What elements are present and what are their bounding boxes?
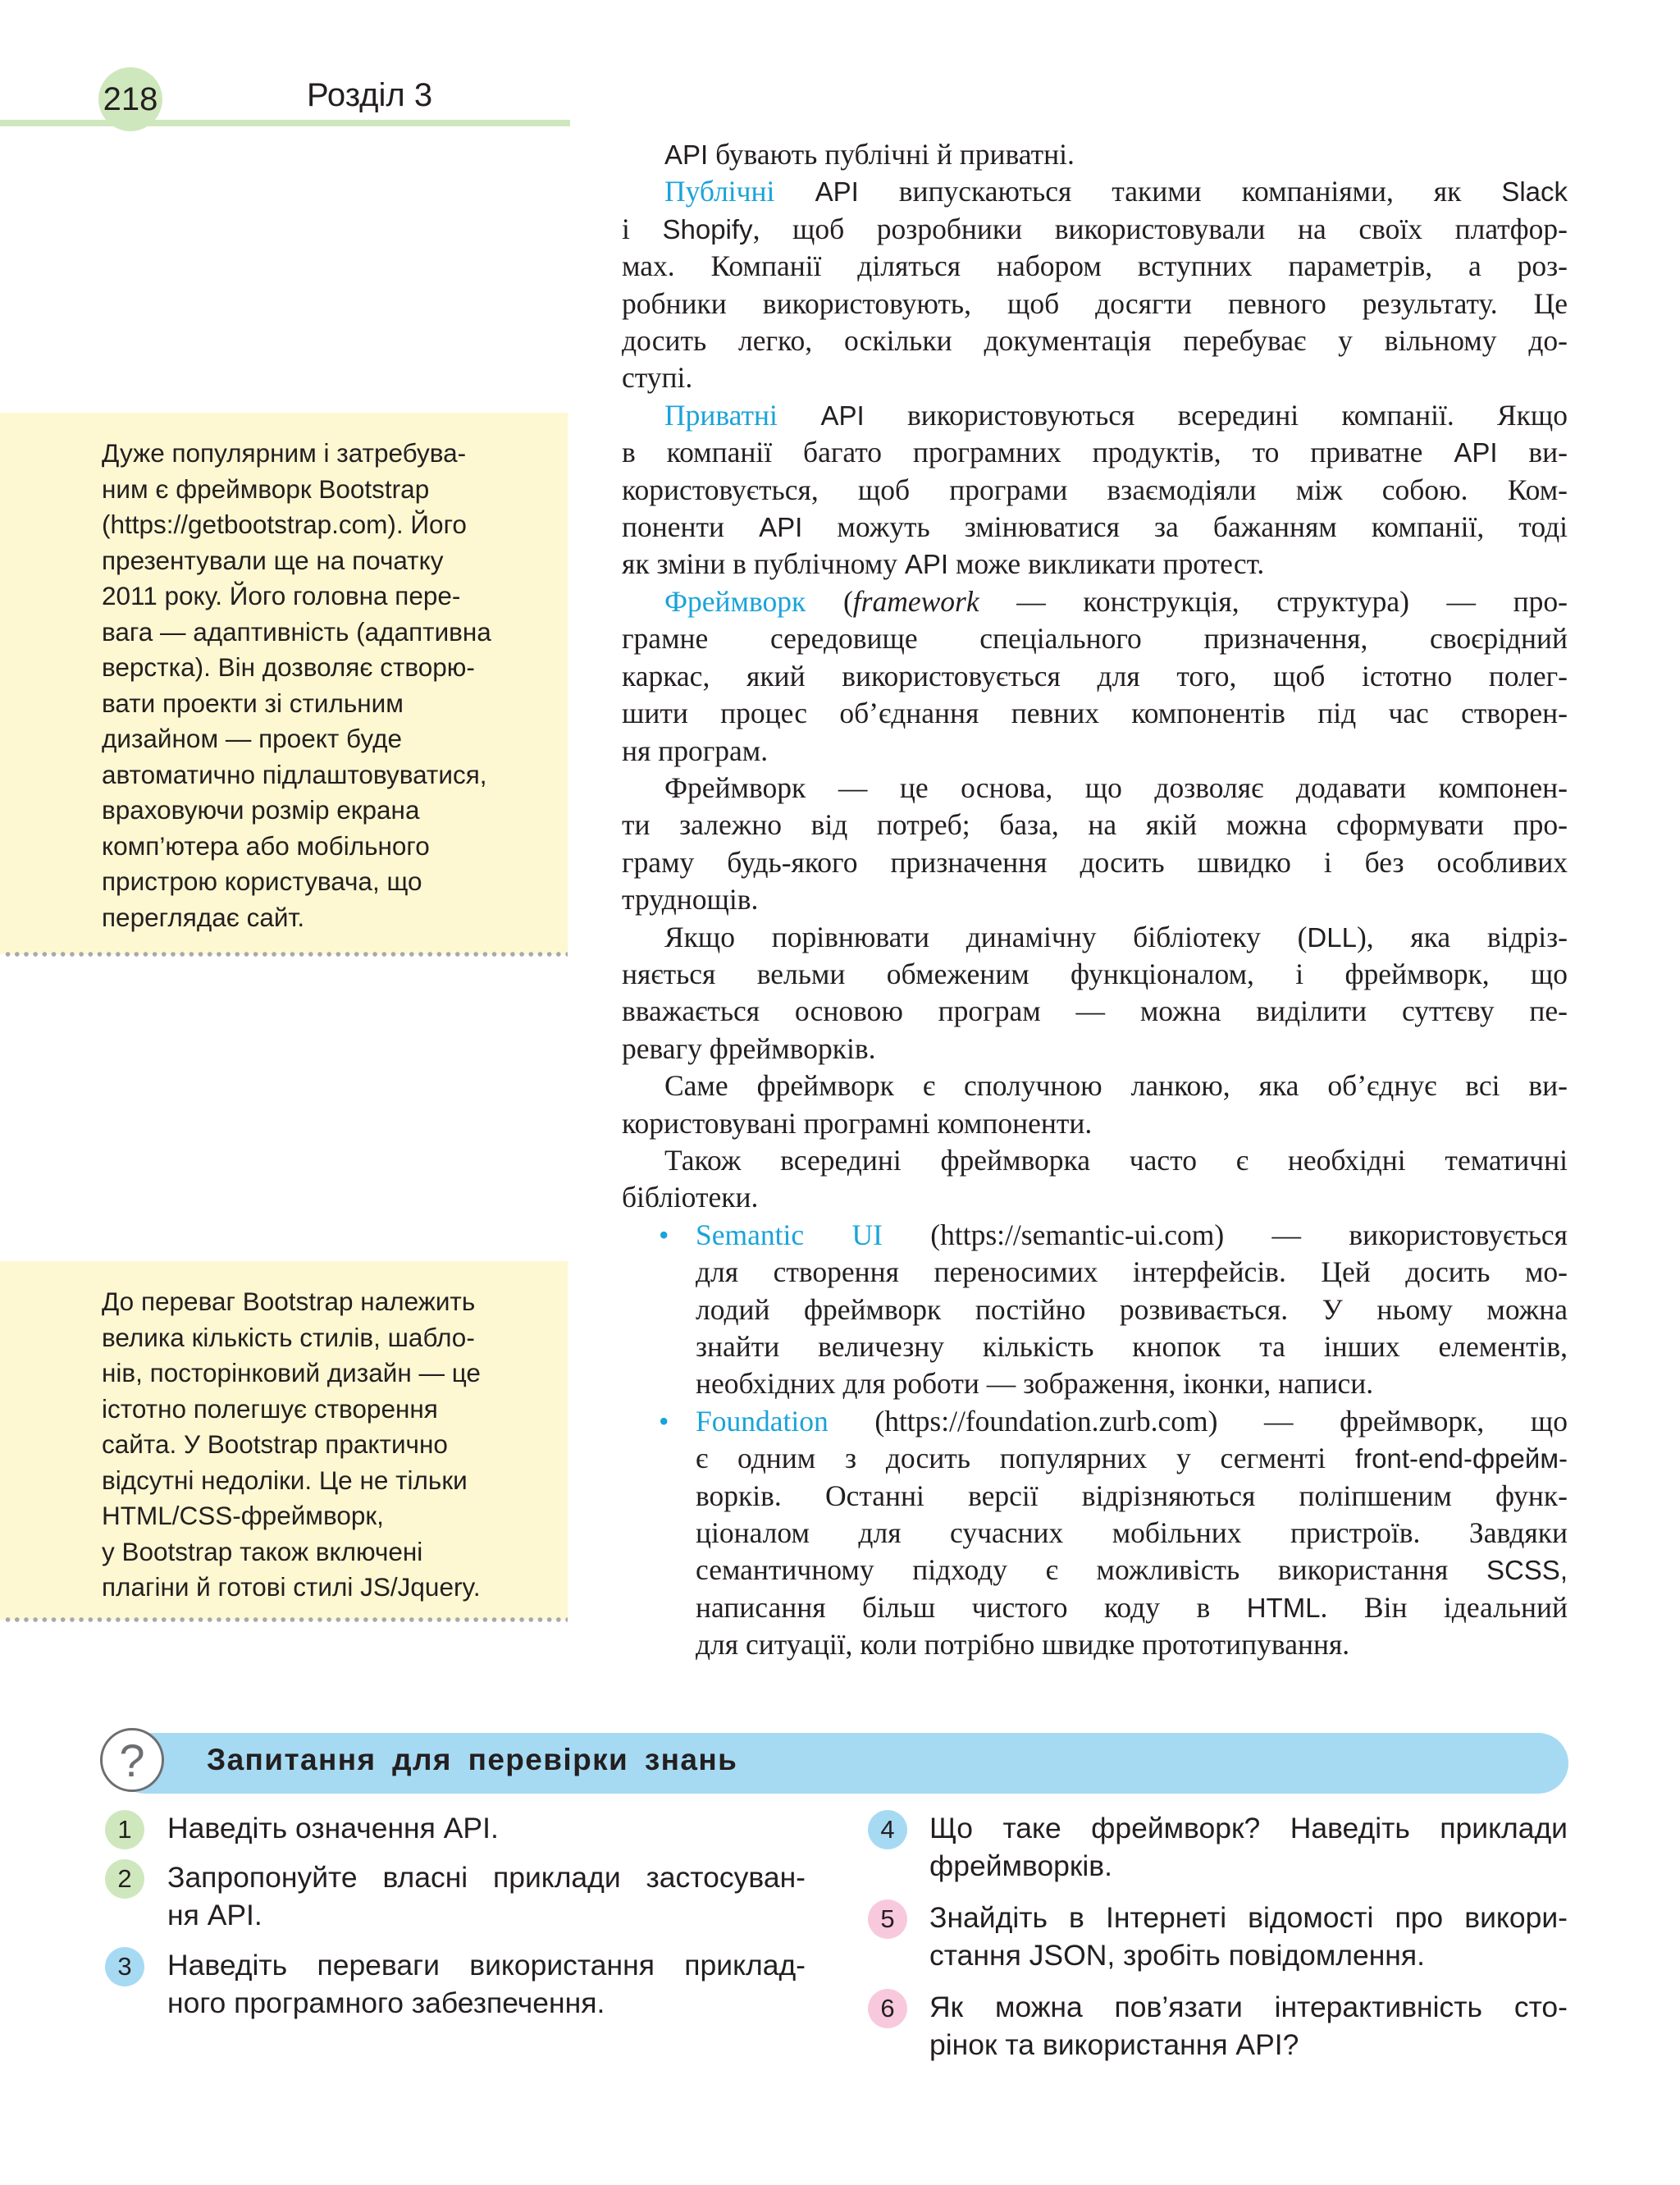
note-line: ним є фреймворк Bootstrap bbox=[102, 473, 430, 504]
questions-title: Запитання для перевірки знань bbox=[207, 1743, 738, 1776]
question-line: Наведіть переваги використання приклад- bbox=[167, 1949, 806, 1982]
question-number-badge: 5 bbox=[868, 1899, 907, 1939]
paragraph-line: Також всередині фреймворка часто є необхідні тематичні bbox=[664, 1143, 1568, 1177]
bullet-line: написання більш чистого коду в HTML. Він ідеальний bbox=[696, 1590, 1568, 1624]
dotted-divider bbox=[3, 951, 568, 958]
bullet-line: ворків. Останні версії відрізняються поліпшеним функ- bbox=[696, 1479, 1568, 1512]
sidebar-note-bootstrap bbox=[0, 413, 568, 954]
question-line: ного програмного забезпечення. bbox=[167, 1986, 605, 2019]
note-line: вати проекти зі стильним bbox=[102, 688, 404, 718]
paragraph-line: грамне середовище спеціального призначення, своєрідний bbox=[622, 622, 1568, 656]
paragraph-line: ступі. bbox=[622, 361, 693, 395]
note-line: комп’ютера або мобільного bbox=[102, 830, 430, 861]
question-line: Запропонуйте власні приклади застосуван- bbox=[167, 1861, 806, 1894]
header-rule bbox=[0, 120, 570, 126]
paragraph-line: ти залежно від потреб; база, на якій можна сформувати про- bbox=[622, 808, 1568, 842]
note-line: враховуючи розмір екрана bbox=[102, 795, 420, 825]
question-line: фреймворків. bbox=[929, 1849, 1113, 1882]
paragraph-line: каркас, який використовується для того, щоб істотно полег- bbox=[622, 659, 1568, 693]
page-number: 218 bbox=[98, 67, 162, 131]
paragraph-line: Приватні API використовуються всередині компанії. Якщо bbox=[664, 398, 1568, 432]
question-item bbox=[929, 1899, 1568, 1974]
paragraph-line: робники використовують, щоб досягти певного результату. Це bbox=[622, 286, 1568, 320]
bullet-item-semantic-ui: • Semantic UI (https://semantic-ui.com) — використовується bbox=[622, 1217, 1568, 1254]
note-line: відсутні недоліки. Це не тільки bbox=[102, 1465, 468, 1495]
note-line: нів, посторінковий дизайн — це bbox=[102, 1358, 481, 1387]
question-item bbox=[929, 1988, 1568, 2064]
question-item bbox=[167, 1946, 806, 2022]
note-line: істотно полегшує створення bbox=[102, 1393, 438, 1424]
question-line: Наведіть означення API. bbox=[167, 1812, 499, 1844]
paragraph-line: користовується, щоб програми взаємодіяли між собою. Ком- bbox=[622, 473, 1568, 506]
paragraph-line: ня програм. bbox=[622, 734, 769, 767]
bullet-line: для створення переносимих інтерфейсів. Цей досить мо- bbox=[696, 1255, 1568, 1289]
paragraph-line: і Shopify, щоб розробники використовували на своїх платфор- bbox=[622, 212, 1568, 245]
paragraph-line: бібліотеки. bbox=[622, 1181, 759, 1214]
note-line: (https://getbootstrap.com). Його bbox=[102, 510, 467, 539]
term-public: Публічні bbox=[664, 175, 775, 208]
note-line: плагіни й готові стилі JS/Jquery. bbox=[102, 1572, 481, 1602]
note-line: презентували ще на початку bbox=[102, 545, 444, 575]
question-number-badge: 3 bbox=[105, 1947, 144, 1986]
sidebar-note-bootstrap-advantages bbox=[0, 1261, 568, 1620]
question-line: Знайдіть в Інтернеті відомості про викори- bbox=[929, 1901, 1568, 1934]
term-private: Приватні bbox=[664, 398, 778, 432]
question-number-badge: 4 bbox=[868, 1810, 907, 1849]
bullet-line: необхідних для роботи — зображення, іконки, написи. bbox=[696, 1367, 1374, 1401]
note-line: дизайном — проект буде bbox=[102, 724, 402, 753]
paragraph-line: Якщо порівнювати динамічну бібліотеку (DLL), яка відріз- bbox=[664, 920, 1568, 953]
note-line: 2011 року. Його головна пере- bbox=[102, 581, 461, 610]
paragraph-line: користовувані програмні компоненти. bbox=[622, 1106, 1093, 1140]
note-line: верстка). Він дозволяє створю- bbox=[102, 652, 475, 682]
question-line: рінок та використання API? bbox=[929, 2028, 1299, 2061]
paragraph-line: в компанії багато програмних продуктів, то приватне API ви- bbox=[622, 436, 1568, 469]
paragraph-line: Фреймворк (framework — конструкція, структура) — про- bbox=[664, 584, 1568, 618]
paragraph-line: як зміни в публічному API може викликати протест. bbox=[622, 547, 1265, 581]
paragraph-line: поненти API можуть змінюватися за бажанням компанії, тоді bbox=[622, 510, 1568, 544]
bullet-line: семантичному підходу є можливість використання SCSS, bbox=[696, 1553, 1568, 1587]
paragraph-line: мах. Компанії діляться набором вступних параметрів, а роз- bbox=[622, 249, 1568, 283]
note-line: у Bootstrap також включені bbox=[102, 1536, 423, 1566]
question-line: ня API. bbox=[167, 1899, 262, 1931]
question-item bbox=[167, 1809, 806, 1847]
question-line: Що таке фреймворк? Наведіть приклади bbox=[929, 1812, 1568, 1844]
note-line: сайта. У Bootstrap практично bbox=[102, 1429, 448, 1459]
note-line: HTML/CSS-фреймворк, bbox=[102, 1501, 384, 1530]
note-line: велика кількість стилів, шабло- bbox=[102, 1322, 475, 1352]
chapter-title: Розділ 3 bbox=[307, 77, 433, 113]
paragraph-line: шити процес об’єднання певних компонентів під час створен- bbox=[622, 697, 1568, 730]
bullet-line: для ситуації, коли потрібно швидке прототипування. bbox=[696, 1628, 1350, 1662]
note-line: Дуже популярним і затребува- bbox=[102, 438, 467, 468]
bullet-line: лодий фреймворк постійно розвивається. У ньому можна bbox=[696, 1292, 1568, 1326]
note-line: пристрою користувача, що bbox=[102, 866, 422, 896]
question-number-badge: 2 bbox=[105, 1859, 144, 1899]
term-framework: Фреймворк bbox=[664, 584, 806, 618]
main-text bbox=[622, 136, 1568, 1664]
paragraph-line: Саме фреймворк є сполучною ланкою, яка об’єднує всі ви- bbox=[664, 1069, 1568, 1103]
bullet-line: знайти величезну кількість кнопок та інших елементів, bbox=[696, 1330, 1568, 1363]
question-number-badge: 1 bbox=[105, 1810, 144, 1849]
term-foundation: Foundation bbox=[696, 1404, 829, 1438]
paragraph-line: API бувають публічні й приватні. bbox=[664, 138, 1075, 171]
note-line: переглядає сайт. bbox=[102, 902, 305, 932]
bullet-line: є одним з досить популярних у сегменті front-end-фрейм- bbox=[696, 1442, 1568, 1475]
question-item bbox=[167, 1858, 806, 1934]
question-line: стання JSON, зробіть повідомлення. bbox=[929, 1939, 1425, 1972]
paragraph-line: Публічні API випускаються такими компаніями, як Slack bbox=[664, 175, 1568, 208]
bullet-item-foundation: • Foundation (https://foundation.zurb.com) — фреймворк, що bbox=[622, 1403, 1568, 1440]
question-item bbox=[929, 1809, 1568, 1885]
note-line: вага — адаптивність (адаптивна bbox=[102, 616, 491, 647]
paragraph-line: Фреймворк — це основа, що дозволяє додавати компонен- bbox=[664, 770, 1568, 804]
paragraph-line: няється вельми обмеженим функціоналом, і фреймворк, що bbox=[622, 957, 1568, 990]
note-line: автоматично підлаштовуватися, bbox=[102, 759, 487, 789]
note-line: До переваг Bootstrap належить bbox=[102, 1287, 476, 1316]
paragraph-line: труднощів. bbox=[622, 883, 759, 917]
question-number-badge: 6 bbox=[868, 1989, 907, 2028]
dotted-divider bbox=[3, 1616, 568, 1623]
paragraph-line: граму будь-якого призначення досить швидко і без особливих bbox=[622, 845, 1568, 879]
paragraph-line: ревагу фреймворків. bbox=[622, 1031, 876, 1065]
question-line: Як можна пов’язати інтерактивність сто- bbox=[929, 1991, 1568, 2023]
bullet-line: ціоналом для сучасних мобільних пристроїв. Завдяки bbox=[696, 1516, 1568, 1550]
question-mark-icon: ? bbox=[100, 1728, 164, 1792]
bullet-icon: • bbox=[659, 1404, 669, 1438]
term-semantic-ui: Semantic UI bbox=[696, 1218, 883, 1251]
paragraph-line: досить легко, оскільки документація перебуває у вільному до- bbox=[622, 324, 1568, 358]
bullet-icon: • bbox=[659, 1218, 669, 1251]
paragraph-line: вважається основою програм — можна виділити суттєву пе- bbox=[622, 994, 1568, 1028]
